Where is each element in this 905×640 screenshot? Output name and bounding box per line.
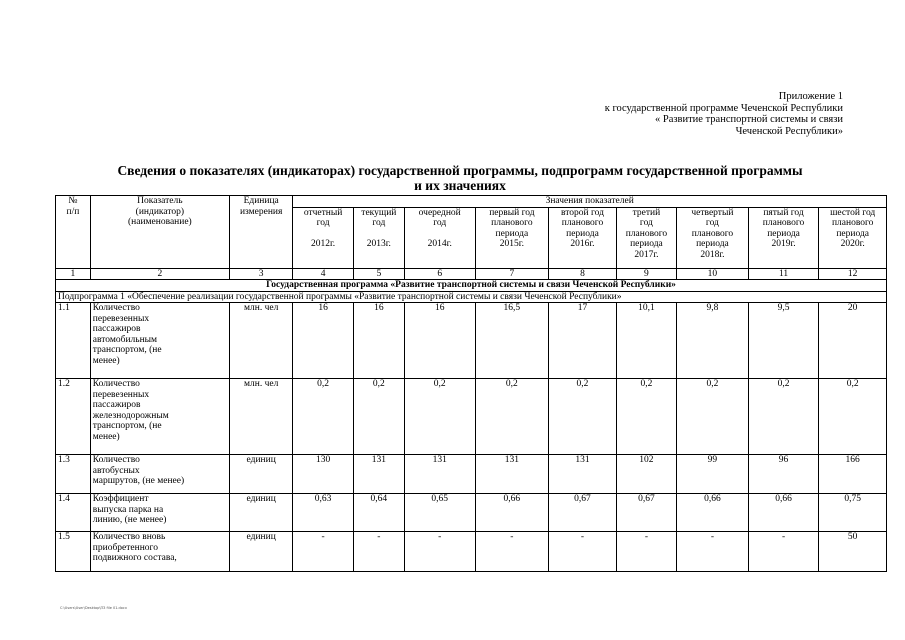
header-unit <box>229 196 292 269</box>
value-cell: - <box>549 532 617 572</box>
file-path-footer: C:\Users\User\Desktop\ПЗ file 01.docx <box>60 606 127 610</box>
table-row <box>56 303 887 379</box>
row-number: 1.5 <box>56 532 91 572</box>
value-cell: 9,8 <box>677 303 749 379</box>
value-cell: 0,2 <box>293 379 353 455</box>
value-cell: - <box>616 532 676 572</box>
value-cell: 0,2 <box>549 379 617 455</box>
column-number: 5 <box>353 268 404 280</box>
indicator-name <box>90 494 229 532</box>
value-cell: 0,2 <box>616 379 676 455</box>
period-name-line: планового <box>491 218 533 228</box>
appendix-line: « Развитие транспортной системы и связи <box>654 114 843 125</box>
period-name-line: планового <box>691 228 734 239</box>
value-cell: 10,1 <box>616 303 676 379</box>
period-name-line: пятый год <box>763 207 804 218</box>
period-spacer <box>407 229 473 240</box>
value-cell: 9,5 <box>748 303 819 379</box>
row-number: 1.4 <box>56 494 91 532</box>
header-unit-line: Единица <box>243 196 279 206</box>
period-name-line: шестой год <box>830 207 876 218</box>
indicator-name-line: Количество <box>92 303 140 313</box>
value-cell: 16,5 <box>475 303 549 379</box>
value-cell: 96 <box>748 455 819 494</box>
period-name-line: планового <box>762 218 805 228</box>
header-indicator-line: (индикатор) <box>135 206 185 217</box>
header-indicator-line: (наименование) <box>127 217 192 227</box>
value-cell: 131 <box>353 455 404 494</box>
indicator-name-line: приобретенного <box>92 542 158 553</box>
header-no-line: п/п <box>66 206 80 217</box>
value-cell: - <box>293 532 353 572</box>
period-name-line: периода <box>767 228 800 239</box>
value-cell: 0,67 <box>549 494 617 532</box>
period-year: 2019г. <box>771 239 796 249</box>
value-cell: 166 <box>819 455 887 494</box>
period-name-line: планового <box>561 218 604 228</box>
header-unit-line: измерения <box>239 206 283 217</box>
value-cell: 99 <box>677 455 749 494</box>
unit-cell: млн. чел <box>229 303 292 379</box>
program-row <box>56 280 887 292</box>
value-cell: 130 <box>293 455 353 494</box>
indicator-name-line: перевезенных <box>92 313 150 324</box>
period-name-line: год <box>316 218 330 228</box>
period-year: 2020г. <box>840 239 865 249</box>
period-name-line: год <box>372 218 386 228</box>
value-cell: 0,75 <box>819 494 887 532</box>
subprogram-row <box>56 291 887 303</box>
subprogram-title: Подпрограмма 1 «Обеспечение реализации государственной программы «Развитие транспортной системы и связи Чеченской Республики» <box>56 291 887 303</box>
period-name-line: год <box>433 218 447 228</box>
period-name-line: третий <box>632 207 661 218</box>
value-cell: 16 <box>293 303 353 379</box>
value-cell: 131 <box>475 455 549 494</box>
value-cell: 0,2 <box>404 379 475 455</box>
period-spacer <box>356 229 402 240</box>
value-cell: - <box>677 532 749 572</box>
indicator-name <box>90 379 229 455</box>
row-number: 1.2 <box>56 379 91 455</box>
value-cell: 20 <box>819 303 887 379</box>
value-cell: 0,2 <box>748 379 819 455</box>
value-cell: 131 <box>404 455 475 494</box>
header-no <box>56 196 91 269</box>
unit-cell: млн. чел <box>229 379 292 455</box>
period-name-line: периода <box>495 228 529 239</box>
column-number: 9 <box>616 268 676 280</box>
period-header <box>293 207 353 268</box>
value-cell: 16 <box>404 303 475 379</box>
indicator-name-line: железнодорожным <box>92 410 169 421</box>
value-cell: 0,2 <box>819 379 887 455</box>
indicator-name-line: менее) <box>92 355 120 366</box>
value-cell: 16 <box>353 303 404 379</box>
period-name-line: очередной <box>418 207 461 218</box>
value-cell: 17 <box>549 303 617 379</box>
indicator-name-line: перевезенных <box>92 389 150 400</box>
value-cell: - <box>353 532 404 572</box>
period-header <box>616 207 676 268</box>
value-cell: 0,65 <box>404 494 475 532</box>
value-cell: 0,67 <box>616 494 676 532</box>
indicator-name-line: менее) <box>92 431 120 442</box>
indicator-name-line: Количество <box>92 379 140 389</box>
indicator-name-line: Количество вновь <box>92 532 166 542</box>
column-number: 10 <box>677 268 749 280</box>
period-name-line: периода <box>566 228 599 239</box>
column-number: 2 <box>90 268 229 280</box>
column-number: 8 <box>549 268 617 280</box>
column-number: 3 <box>229 268 292 280</box>
value-cell: - <box>404 532 475 572</box>
title-line: и их значениях <box>414 178 506 193</box>
row-number: 1.3 <box>56 455 91 494</box>
column-number: 6 <box>404 268 475 280</box>
indicator-name-line: транспортом, (не <box>92 421 162 431</box>
indicator-name-line: автомобильным <box>92 334 158 345</box>
period-name-line: периода <box>836 228 869 239</box>
indicators-table <box>55 195 887 572</box>
header-indicator-line: Показатель <box>137 196 183 206</box>
period-year: 2014г. <box>427 239 452 249</box>
indicator-name-line: автобусных <box>92 465 140 476</box>
period-name-line: четвертый <box>691 207 734 218</box>
column-number: 7 <box>475 268 549 280</box>
header-indicator <box>90 196 229 269</box>
period-name-line: периода <box>630 239 663 249</box>
table-row <box>56 379 887 455</box>
value-cell: 131 <box>549 455 617 494</box>
column-numbers-row <box>56 268 887 280</box>
period-name-line: второй год <box>560 207 604 218</box>
unit-cell: единиц <box>229 532 292 572</box>
unit-cell: единиц <box>229 455 292 494</box>
indicator-name-line: пассажиров <box>92 400 141 410</box>
value-cell: 0,2 <box>353 379 404 455</box>
indicator-name-line: линию, (не менее) <box>92 515 167 525</box>
period-year: 2013г. <box>366 239 391 249</box>
column-number: 4 <box>293 268 353 280</box>
indicator-name <box>90 303 229 379</box>
period-header <box>748 207 819 268</box>
value-cell: 0,66 <box>677 494 749 532</box>
value-cell: 0,66 <box>748 494 819 532</box>
indicator-name-line: Коэффициент <box>92 494 149 504</box>
period-spacer <box>295 229 350 240</box>
table-body <box>56 196 887 572</box>
period-header <box>404 207 475 268</box>
period-header <box>819 207 887 268</box>
appendix-note <box>605 91 843 137</box>
value-cell: 0,64 <box>353 494 404 532</box>
unit-cell: единиц <box>229 494 292 532</box>
program-title: Государственная программа «Развитие транспортной системы и связи Чеченской Республики» <box>56 280 887 292</box>
period-year: 2017г. <box>634 249 659 260</box>
period-name-line: первый год <box>489 207 535 218</box>
period-name-line: планового <box>831 218 874 228</box>
indicator-name <box>90 532 229 572</box>
period-name-line: периода <box>696 239 729 249</box>
column-number: 1 <box>56 268 91 280</box>
row-number: 1.1 <box>56 303 91 379</box>
indicator-name-line: Количество <box>92 455 140 465</box>
indicator-name-line: пассажиров <box>92 324 141 334</box>
period-name-line: год <box>705 218 719 228</box>
period-name-line: планового <box>625 228 668 239</box>
period-header <box>475 207 549 268</box>
value-cell: 0,66 <box>475 494 549 532</box>
header-no-line: № <box>68 196 78 206</box>
indicator-name-line: выпуска парка на <box>92 504 164 515</box>
value-cell: 0,2 <box>677 379 749 455</box>
period-year: 2018г. <box>700 249 725 260</box>
period-name-line: отчетный <box>303 207 343 218</box>
document-title <box>40 163 880 193</box>
appendix-line: Чеченской Республики» <box>735 125 843 137</box>
period-year: 2015г. <box>499 239 524 249</box>
period-header <box>549 207 617 268</box>
indicator-name <box>90 455 229 494</box>
value-cell: - <box>475 532 549 572</box>
value-cell: 0,2 <box>475 379 549 455</box>
period-name-line: текущий <box>361 207 397 218</box>
period-header <box>353 207 404 268</box>
table-row <box>56 455 887 494</box>
indicator-name-line: транспортом, (не <box>92 345 162 355</box>
table-row <box>56 532 887 572</box>
table-row <box>56 494 887 532</box>
value-cell: 50 <box>819 532 887 572</box>
appendix-line: к государственной программе Чеченской Республики <box>604 102 843 114</box>
value-cell: 0,63 <box>293 494 353 532</box>
period-year: 2016г. <box>570 239 595 249</box>
period-header <box>677 207 749 268</box>
period-year: 2012г. <box>310 239 336 249</box>
indicator-name-line: маршрутов, (не менее) <box>92 476 185 486</box>
column-number: 12 <box>819 268 887 280</box>
appendix-line: Приложение 1 <box>778 91 843 102</box>
value-cell: 102 <box>616 455 676 494</box>
header-row <box>56 196 887 208</box>
period-name-line: год <box>639 218 653 228</box>
indicator-name-line: подвижного состава, <box>92 553 177 563</box>
value-cell: - <box>748 532 819 572</box>
header-values: Значения показателей <box>293 196 887 208</box>
column-number: 11 <box>748 268 819 280</box>
title-line: Сведения о показателях (индикаторах) государственной программы, подпрограмм государственной программы <box>117 163 803 178</box>
